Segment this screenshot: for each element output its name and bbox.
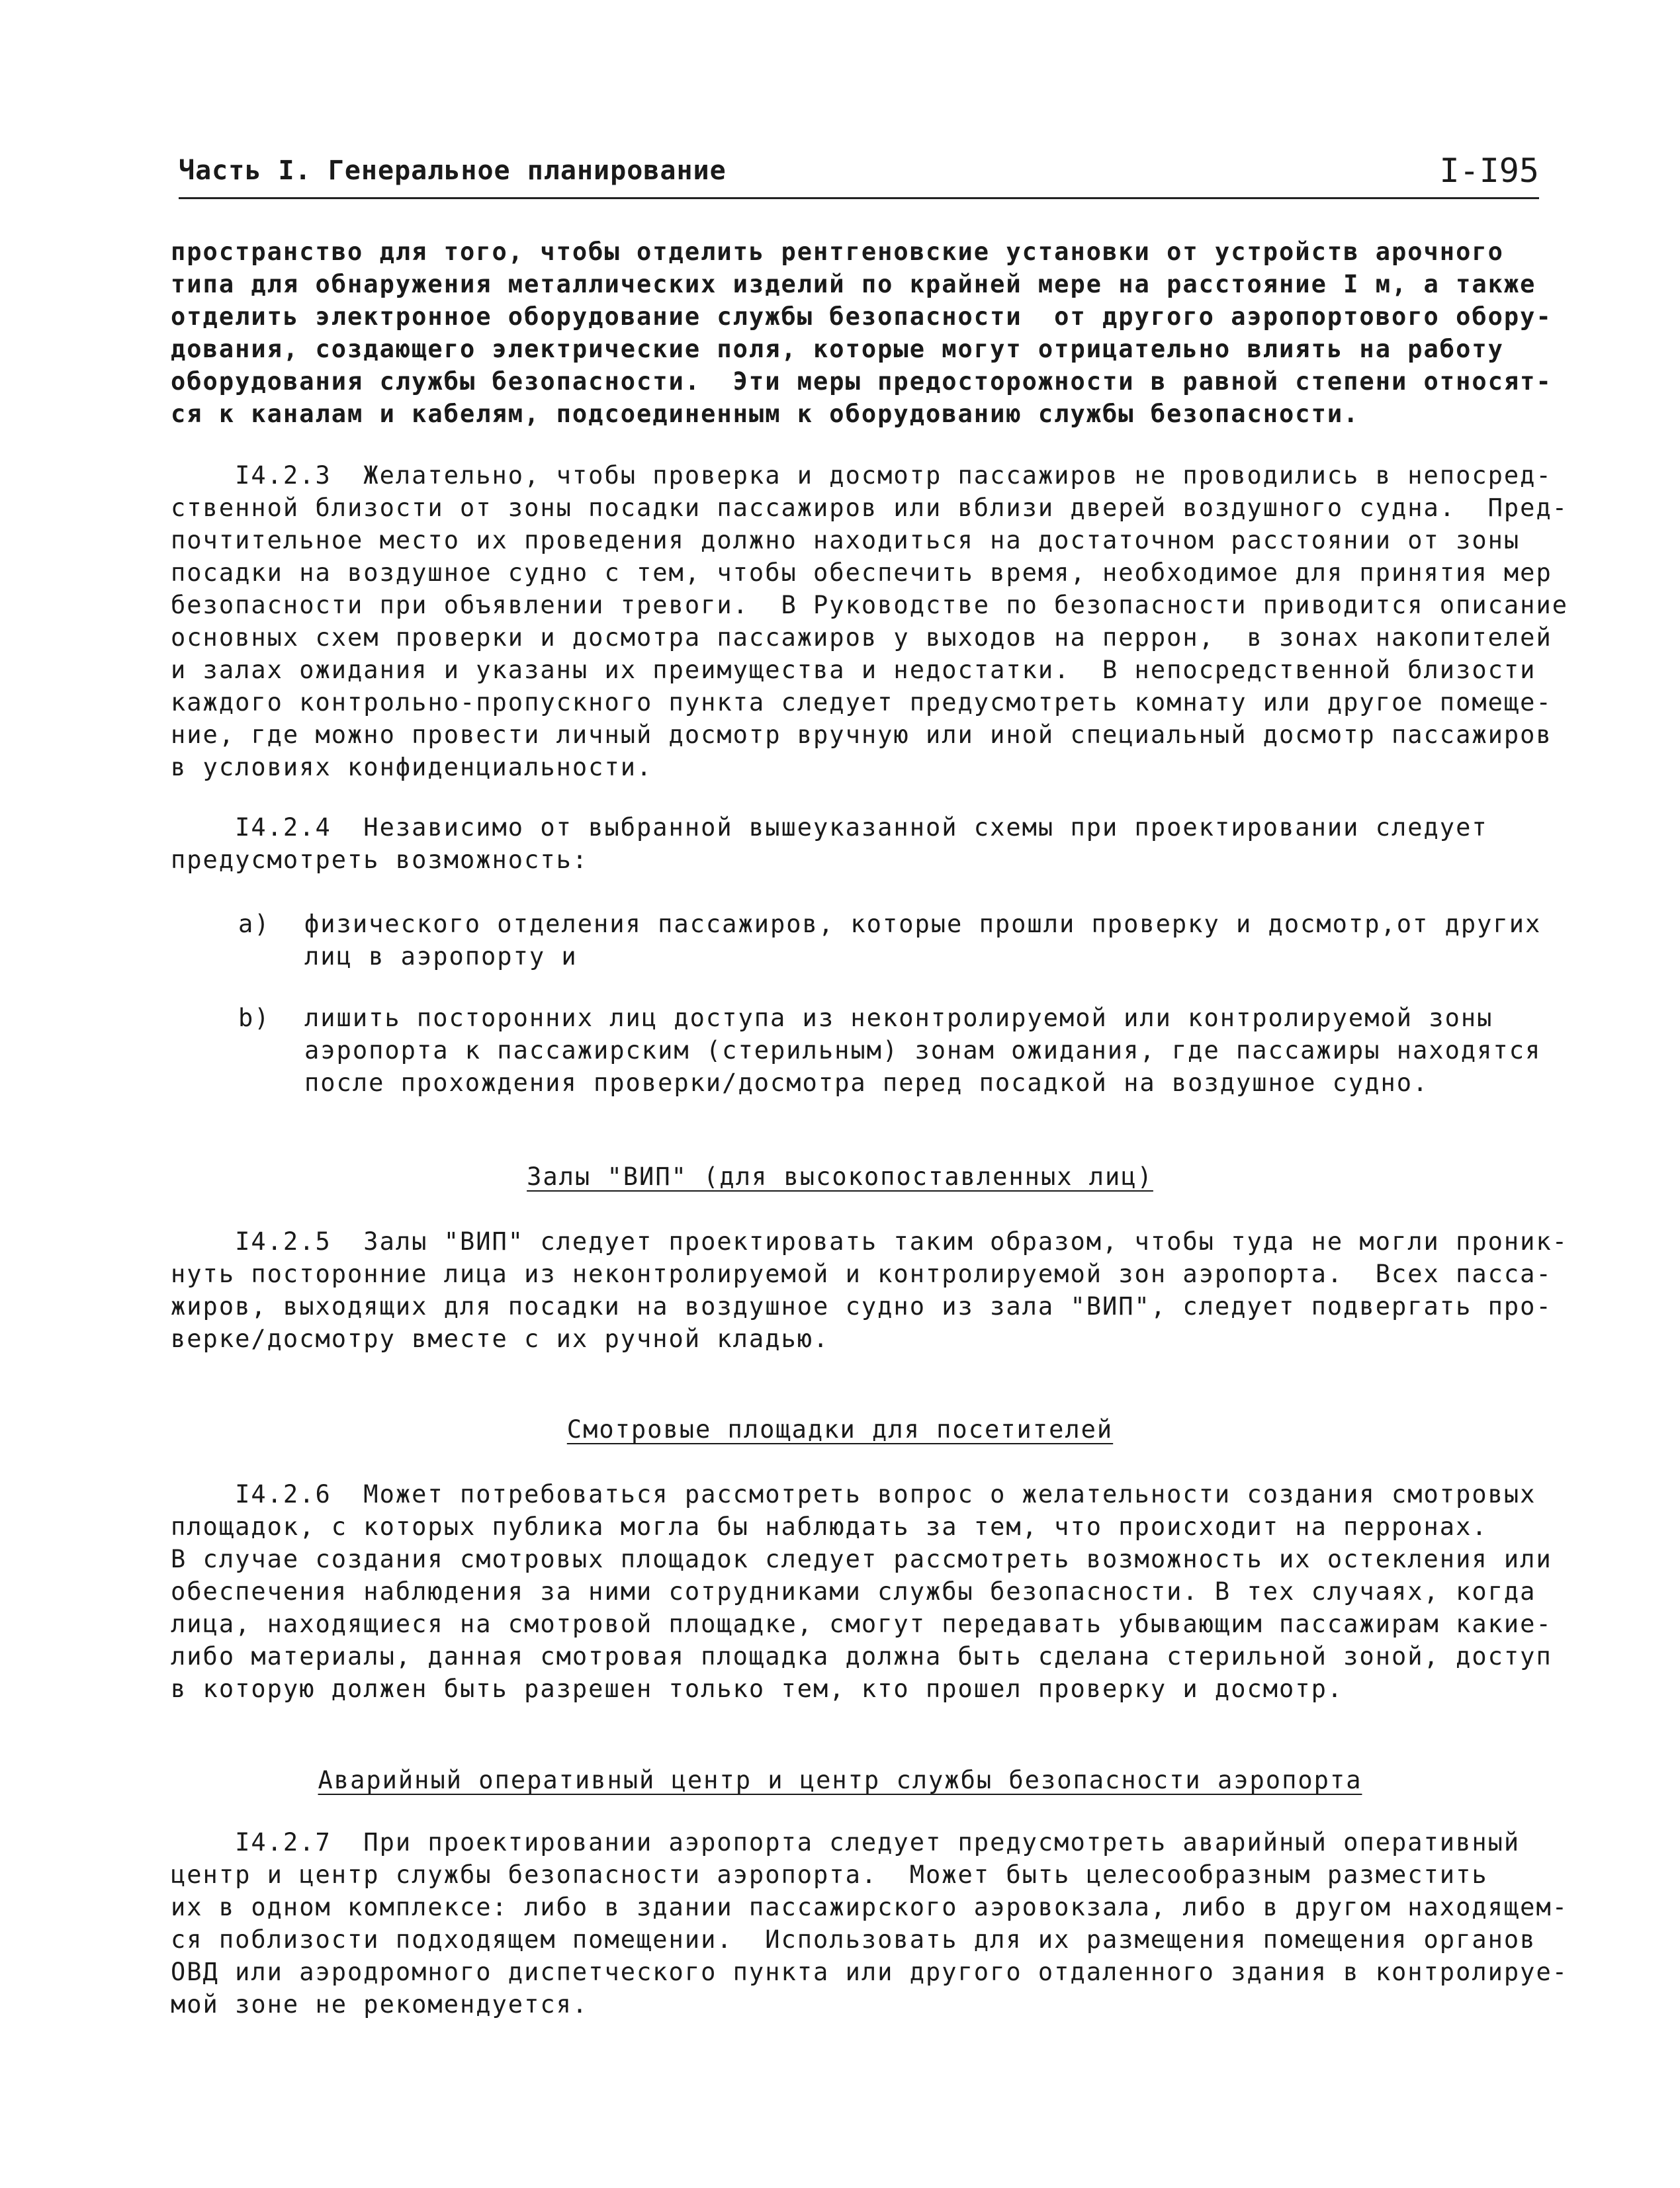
section-heading-emergency	[0, 1764, 1680, 1796]
list-text-b: лишить посторонних лиц доступа из неконтролируемой или контролируемой зоны аэропорта к пассажирским (стерильным) зонам ожидания, где пассажиры находятся после прохождения проверки/досмотра перед посадкой на воздушное судно.	[304, 1004, 1542, 1097]
paragraph-14-2-6: I4.2.6 Может потребоваться рассмотреть вопрос о желательности создания смотровых площадок, с которых публика могла бы наблюдать за тем, что происходит на перронах. В случае создания смотровых площадок следует рассмотреть возможность их остекления или обеспечения наблюдения за ними сотрудниками службы безопасности. В тех случаях, когда лица, находящиеся на смотровой площадке, смогут передавать убывающим пассажирам какие- либо материалы, данная смотровая площадка должна быть сделана стерильной зоной, доступ в которую должен быть разрешен только тем, кто прошел проверку и досмотр.	[171, 1480, 1552, 1703]
section-heading-emergency-text: Аварийный оперативный центр и центр службы безопасности аэропорта	[318, 1766, 1362, 1794]
section-heading-observation	[0, 1413, 1680, 1446]
paragraph-continuation: пространство для того, чтобы отделить рентгеновские установки от устройств арочного типа для обнаружения металлических изделий по крайней мере на расстояние I м, а также отделить электронное оборудование службы безопасности от другого аэропортового обору- дования, создающего электрические поля, которые могут отрицательно влиять на работу оборудования службы безопасности. Эти меры предосторожности в равной степени относят- ся к каналам и кабелям, подсоединенным к оборудованию службы безопасности.	[171, 238, 1552, 428]
list-marker-a: a)	[238, 910, 271, 938]
list-text-a: физического отделения пассажиров, которые прошли проверку и досмотр,от других лиц в аэропорту и	[304, 910, 1542, 971]
paragraph-14-2-7: I4.2.7 При проектировании аэропорта следует предусмотреть аварийный оперативный центр и центр службы безопасности аэропорта. Может быть целесообразным разместить их в одном комплексе: либо в здании пассажирского аэровокзала, либо в другом находящем- ся поблизости подходящем помещении. Использовать для их размещения помещения органов ОВД или аэродромного диспетческого пункта или другого отдаленного здания в контролируе- мой зоне не рекомендуется.	[171, 1828, 1569, 2019]
paragraph-14-2-4: I4.2.4 Независимо от выбранной вышеуказанной схемы при проектировании следует предусмотреть возможность:	[171, 813, 1488, 874]
section-heading-observation-text: Смотровые площадки для посетителей	[566, 1415, 1114, 1444]
list-marker-b: b)	[238, 1004, 271, 1032]
section-heading-vip-text: Залы "ВИП" (для высокопоставленных лиц)	[527, 1162, 1153, 1191]
paragraph-14-2-5: I4.2.5 Залы "ВИП" следует проектировать таким образом, чтобы туда не могли проник- нуть посторонние лица из неконтролируемой и контролируемой зон аэропорта. Всех пасса- жиров, выходящих для посадки на воздушное судно из зала "ВИП", следует подвергать про- верке/досмотру вместе с их ручной кладью.	[171, 1227, 1569, 1353]
page-header	[179, 153, 1539, 199]
paragraph-14-2-3: I4.2.3 Желательно, чтобы проверка и досмотр пассажиров не проводились в непосред- ственной близости от зоны посадки пассажиров или вблизи дверей воздушного судна. Пред- почтительное место их проведения должно находиться на достаточном расстоянии от зоны посадки на воздушное судно с тем, чтобы обеспечить время, необходимое для принятия мер безопасности при объявлении тревоги. В Руководстве по безопасности приводится описание основных схем проверки и досмотра пассажиров у выходов на перрон, в зонах накопителей и залах ожидания и указаны их преимущества и недостатки. В непосредственной близости каждого контрольно-пропускного пункта следует предусмотреть комнату или другое помеще- ние, где можно провести личный досмотр вручную или иной специальный досмотр пассажиров в условиях конфиденциальности.	[171, 461, 1569, 781]
section-heading-vip	[0, 1160, 1680, 1193]
header-title: Часть I. Генеральное планирование	[179, 155, 727, 186]
page-number: I-I95	[1439, 152, 1539, 190]
